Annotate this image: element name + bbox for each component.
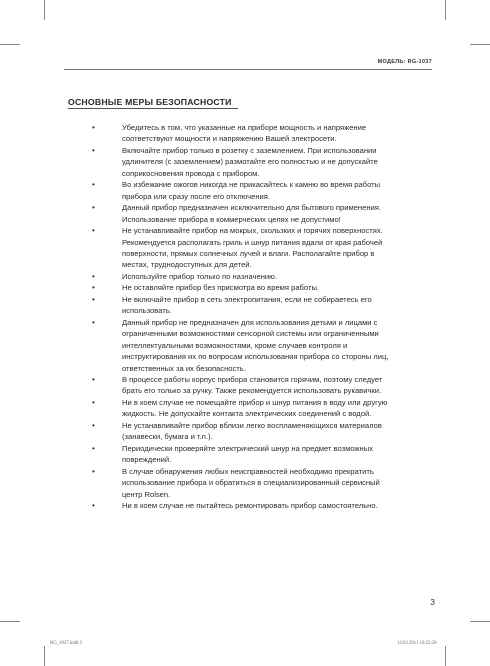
- list-item: • Не устанавливайте прибор вблизи легко воспламеняющихся материалов (занавески, бумага и т.п.).: [92, 420, 397, 443]
- crop-mark: [470, 44, 490, 45]
- crop-mark: [0, 44, 20, 45]
- list-item: • Данный прибор не предназначен для использования детьми и лицами с ограниченными возможностями сенсорной системы или ограниченными интеллектуальными возможностями, кроме случаев контроля и инструктирования их по вопросам использования прибора со стороны лиц, ответственных за их безопасность.: [92, 317, 397, 374]
- list-item: • Убедитесь в том, что указанные на приборе мощность и напряжение соответствуют мощности и напряжению Вашей электросети.: [92, 122, 397, 145]
- slug-filename: RG_1037.indd 3: [50, 641, 82, 646]
- crop-mark: [470, 621, 490, 622]
- list-item: • Во избежание ожогов никогда не прикасайтесь к камню во время работы прибора или сразу после его отключения.: [92, 179, 397, 202]
- crop-mark: [445, 646, 446, 666]
- slug-timestamp: 14.03.2011 10:22:28: [397, 641, 437, 646]
- list-item: • Не устанавливайте прибор на мокрых, скользких и горячих поверхностях. Рекомендуется располагать гриль и шнур питания вдали от края рабочей поверхности, прямых солнечных лучей и влаги. Располагайте прибор в местах, труднодоступных для детей.: [92, 225, 397, 271]
- list-item: • Не включайте прибор в сеть электропитания, если не собираетесь его использовать.: [92, 294, 397, 317]
- list-item: • Ни в коем случае не помещайте прибор и шнур питания в воду или другую жидкость. Не допускайте контакта электрических соединений с водой.: [92, 397, 397, 420]
- page-number: 3: [430, 597, 435, 607]
- section-title: ОСНОВНЫЕ МЕРЫ БЕЗОПАСНОСТИ: [68, 97, 232, 107]
- crop-mark: [44, 646, 45, 666]
- list-item: • Включайте прибор только в розетку с заземлением. При использовании удлинителя (с заземлением) размотайте его полностью и не допускайте соприкосновения провода с прибором.: [92, 145, 397, 179]
- list-item: • Данный прибор предназначен исключительно для бытового применения. Использование прибора в коммерческих целях не допустимо!: [92, 202, 397, 225]
- crop-mark: [44, 0, 45, 20]
- list-item: • Ни в коем случае не пытайтесь ремонтировать прибор самостоятельно.: [92, 500, 397, 511]
- list-item: • Используйте прибор только по назначению.: [92, 271, 397, 282]
- title-underline: [68, 108, 238, 109]
- list-item: • В случае обнаружения любых неисправностей необходимо прекратить использование прибора и обратиться в специализированный сервисный центр Rolsen.: [92, 466, 397, 500]
- list-item: • Не оставляйте прибор без присмотра во время работы.: [92, 282, 397, 293]
- list-item: • Периодически проверяйте электрический шнур на предмет возможных повреждений.: [92, 443, 397, 466]
- list-item: • В процессе работы корпус прибора становится горячим, поэтому следует брать его только за ручку. Также рекомендуется использовать рукавички.: [92, 374, 397, 397]
- crop-mark: [445, 0, 446, 20]
- header-rule: [64, 69, 432, 70]
- crop-mark: [0, 621, 20, 622]
- model-label: МОДЕЛЬ: RG-1037: [377, 59, 432, 65]
- safety-rules-list: [92, 122, 397, 511]
